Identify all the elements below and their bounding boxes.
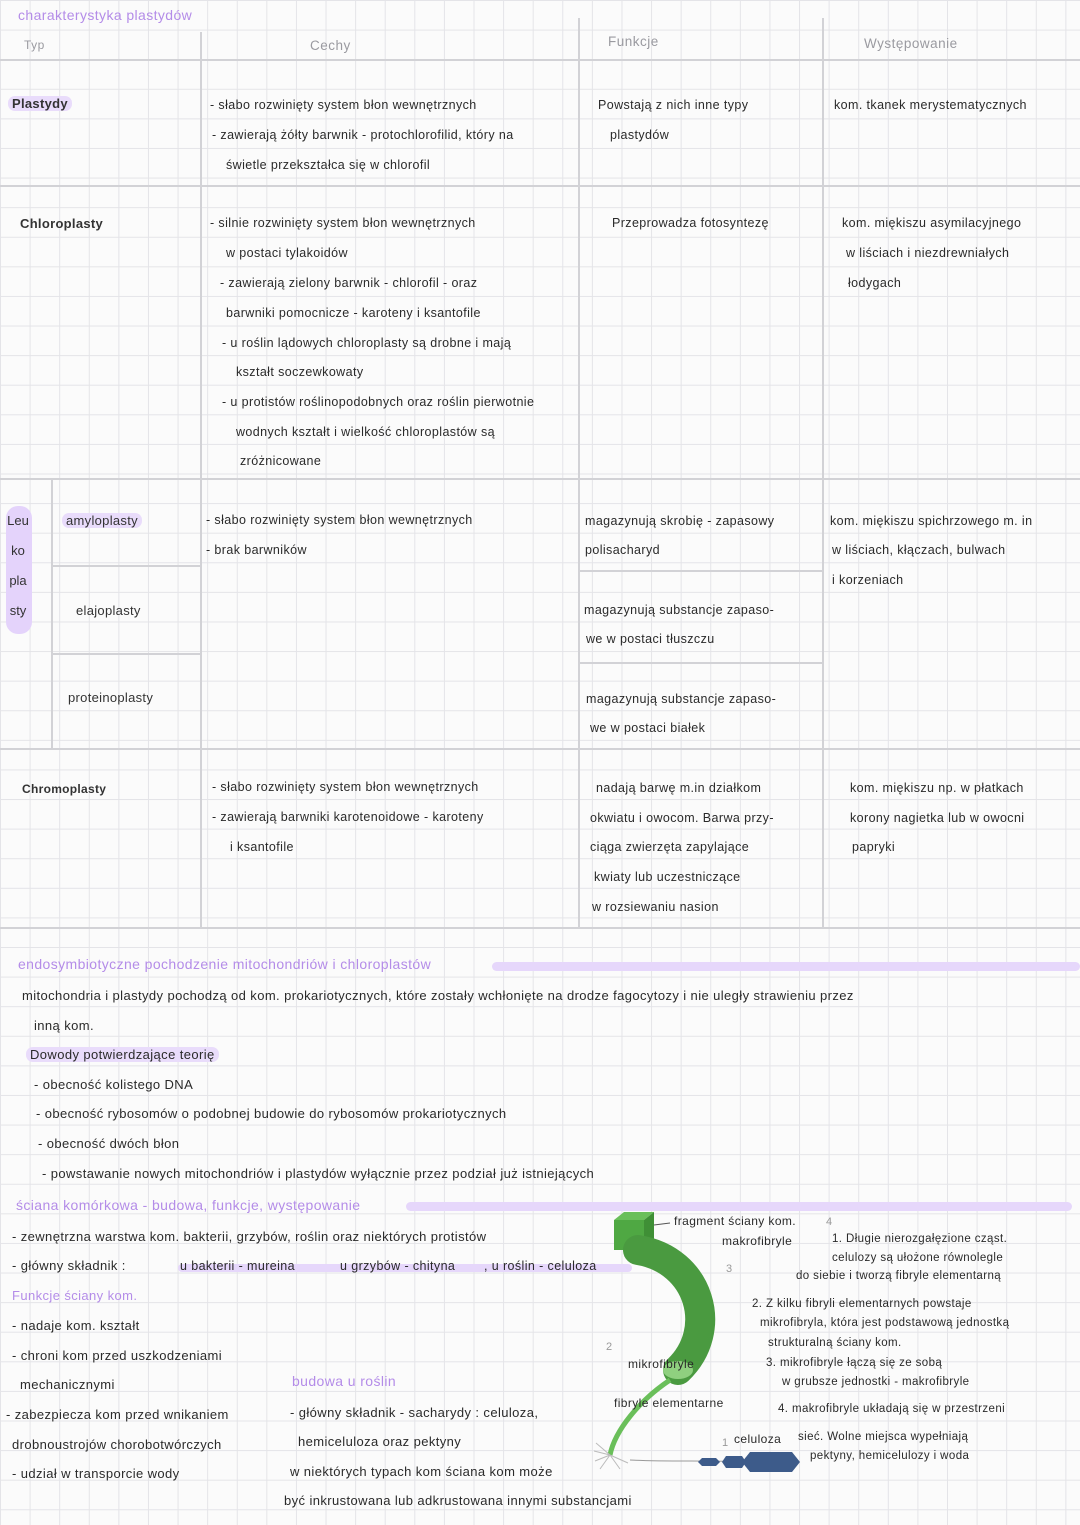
chloro-wyst-2: w liściach i niezdrewniałych: [846, 246, 1010, 260]
label-fragment: fragment ściany kom.: [674, 1214, 797, 1228]
chromo-wyst-2: korony nagietka lub w owocni: [850, 811, 1025, 825]
row-label-elajoplasty: elajoplasty: [76, 603, 141, 618]
chloro-cechy-5: - u roślin lądowych chloroplasty są drobne i mają: [222, 336, 512, 350]
leukoplasty-label-4: sty: [9, 603, 27, 618]
funkcje-heading: Funkcje ściany kom.: [12, 1288, 138, 1303]
elajo-funkcje-2: we w postaci tłuszczu: [586, 632, 715, 646]
subrow-divider: [52, 653, 200, 655]
endosymbioza-text-1: mitochondria i plastydy pochodzą od kom. prokariotycznych, które zostały wchłonięte na drodze fagocytozy i nie uległy strawieniu przez: [22, 988, 854, 1003]
header-typ: Typ: [24, 38, 45, 52]
label-fibryle: fibryle elementarne: [614, 1396, 724, 1410]
note-1-line-1: 1. Długie nierozgałęzione cząst.: [832, 1233, 1008, 1245]
header-wystepowanie: Występowanie: [864, 36, 958, 51]
chromo-funkcje-5: w rozsiewaniu nasion: [592, 900, 719, 914]
plastydy-cechy-1: - słabo rozwinięty system błon wewnętrznych: [210, 98, 477, 112]
chloro-cechy-3: - zawierają zielony barwnik - chlorofil - oraz: [220, 276, 478, 290]
chloro-cechy-4: barwniki pomocnicze - karoteny i ksantofile: [226, 306, 481, 320]
chromo-funkcje-3: ciąga zwierzęta zapylające: [590, 840, 750, 854]
chromo-funkcje-4: kwiaty lub uczestniczące: [594, 870, 741, 884]
page-title: charakterystyka plastydów: [18, 7, 193, 23]
dowod-2: - obecność rybosomów o podobnej budowie do rybosomów prokariotycznych: [36, 1106, 507, 1121]
skladnik-rosliny: , u roślin - celuloza: [484, 1259, 597, 1273]
dowod-3: - obecność dwóch błon: [38, 1136, 180, 1151]
note-3-line-2: w grubsze jednostki - makrofibryle: [782, 1376, 970, 1388]
chromo-wyst-1: kom. miękiszu np. w płatkach: [850, 781, 1024, 795]
leuko-wyst-2: w liściach, kłączach, bulwach: [832, 543, 1006, 557]
chloro-cechy-2: w postaci tylakoidów: [226, 246, 348, 260]
row-label-amyloplasty: amyloplasty: [62, 513, 142, 528]
sciana-line-1: - zewnętrzna warstwa kom. bakterii, grzybów, roślin oraz niektórych protistów: [12, 1229, 487, 1244]
note-2-line-1: 2. Z kilku fibryli elementarnych powstaje: [752, 1298, 972, 1310]
endosymbioza-text-2: inną kom.: [34, 1018, 94, 1033]
row-label-chloroplasty: Chloroplasty: [20, 216, 104, 231]
chromo-cechy-2: - zawierają barwniki karotenoidowe - karoteny: [212, 810, 484, 824]
budowa-3: w niektórych typach kom ściana kom może: [290, 1464, 553, 1479]
plastydy-cechy-3: świetle przekształca się w chlorofil: [226, 158, 431, 172]
note-3-line-1: 3. mikrofibryle łączą się ze sobą: [766, 1357, 943, 1369]
funkcja-4: - zabezpiecza kom przed wnikaniem: [6, 1407, 229, 1422]
leuko-cechy-2: - brak barwników: [206, 543, 307, 557]
plastydy-funkcje-1: Powstają z nich inne typy: [598, 98, 749, 112]
protein-funkcje-1: magazynują substancje zapaso-: [586, 692, 777, 706]
amylo-funkcje-1: magazynują skrobię - zapasowy: [585, 514, 775, 528]
note-2-line-2: mikrofibryla, która jest podstawową jednostką: [760, 1317, 1010, 1329]
chloro-cechy-7: - u protistów roślinopodobnych oraz roślin pierwotnie: [222, 395, 535, 409]
header-cechy: Cechy: [310, 38, 351, 53]
header-funkcje: Funkcje: [608, 34, 659, 49]
protein-funkcje-2: we w postaci białek: [590, 721, 706, 735]
number-2: 2: [606, 1341, 613, 1353]
chloro-wyst-1: kom. miękiszu asymilacyjnego: [842, 216, 1022, 230]
skladnik-bakterie: u bakterii - mureina: [180, 1259, 295, 1273]
note-4-line-3: pektyny, hemicelulozy i woda: [810, 1450, 970, 1462]
row-divider: [0, 748, 1080, 750]
label-mikrofibryle: mikrofibryle: [628, 1357, 695, 1371]
chloro-cechy-6: kształt soczewkowaty: [236, 365, 364, 379]
row-label-proteinoplasty: proteinoplasty: [68, 690, 154, 705]
note-4-line-2: sieć. Wolne miejsca wypełniają: [798, 1431, 969, 1443]
plastydy-wyst-1: kom. tkanek merystematycznych: [834, 98, 1027, 112]
chromo-cechy-1: - słabo rozwinięty system błon wewnętrznych: [212, 780, 479, 794]
row-divider: [0, 478, 1080, 480]
funkcja-3: mechanicznymi: [20, 1377, 115, 1392]
amylo-funkcje-2: polisacharyd: [585, 543, 660, 557]
col-divider: [822, 18, 824, 928]
budowa-1: - główny składnik - sacharydy : celuloza,: [290, 1405, 539, 1420]
microfibril-icon: [610, 1380, 670, 1455]
chloro-cechy-1: - silnie rozwinięty system błon wewnętrznych: [210, 216, 476, 230]
row-divider: [0, 185, 1080, 187]
leukoplasty-label-2: ko: [11, 543, 25, 558]
col-divider: [51, 478, 53, 748]
chromo-funkcje-2: okwiatu i owocom. Barwa przy-: [590, 811, 774, 825]
label-celuloza: celuloza: [734, 1432, 782, 1446]
leukoplasty-label-3: pla: [9, 573, 27, 588]
row-divider: [0, 927, 1080, 929]
note-1-line-3: do siebie i tworzą fibryle elementarną: [796, 1270, 1002, 1282]
number-1: 1: [722, 1437, 729, 1449]
leuko-wyst-3: i korzeniach: [832, 573, 904, 587]
row-label-chromoplasty: Chromoplasty: [22, 782, 107, 796]
note-2-line-3: strukturalną ściany kom.: [768, 1337, 902, 1349]
budowa-4: być inkrustowana lub adkrustowana innymi substancjami: [284, 1493, 632, 1508]
subrow-divider: [579, 570, 823, 572]
cellulose-chain-icon: [742, 1452, 800, 1472]
plastydy-funkcje-2: plastydów: [610, 128, 670, 142]
sciana-line-2: - główny składnik :: [12, 1258, 126, 1273]
funkcja-5: drobnoustrojów chorobotwórczych: [12, 1437, 222, 1452]
subrow-divider: [52, 565, 200, 567]
leuko-wyst-1: kom. miękiszu spichrzowego m. in: [830, 514, 1033, 528]
budowa-heading: budowa u roślin: [292, 1373, 397, 1389]
dowody-heading: Dowody potwierdzające teorię: [26, 1047, 219, 1062]
funkcja-2: - chroni kom przed uszkodzeniami: [12, 1348, 223, 1363]
note-4-line-1: 4. makrofibryle układają się w przestrzeni: [778, 1403, 1006, 1415]
leuko-cechy-1: - słabo rozwinięty system błon wewnętrznych: [206, 513, 473, 527]
subrow-divider: [579, 662, 823, 664]
chromo-cechy-3: i ksantofile: [230, 840, 294, 854]
section-band: [492, 962, 1080, 971]
row-label-plastydy: Plastydy: [8, 96, 72, 111]
note-1-line-2: celulozy są ułożone równolegle: [832, 1252, 1004, 1264]
table-header-line: [0, 59, 1080, 61]
skladnik-grzyby: u grzybów - chityna: [340, 1259, 456, 1273]
dowod-1: - obecność kolistego DNA: [34, 1077, 194, 1092]
sciana-heading: ściana komórkowa - budowa, funkcje, występowanie: [16, 1197, 361, 1213]
plastydy-cechy-2: - zawierają żółty barwnik - protochlorofilid, który na: [212, 128, 514, 142]
col-divider: [578, 18, 580, 928]
funkcja-1: - nadaje kom. kształt: [12, 1318, 140, 1333]
number-4: 4: [826, 1216, 833, 1228]
chloro-wyst-3: łodygach: [848, 276, 902, 290]
number-3: 3: [726, 1263, 733, 1275]
chloro-cechy-8: wodnych kształt i wielkość chloroplastów są: [236, 425, 495, 439]
funkcja-6: - udział w transporcie wody: [12, 1466, 180, 1481]
chromo-wyst-3: papryki: [852, 840, 896, 854]
chloro-cechy-9: zróżnicowane: [240, 454, 322, 468]
endosymbioza-heading: endosymbiotyczne pochodzenie mitochondriów i chloroplastów: [18, 956, 432, 972]
leukoplasty-label-1: Leu: [7, 513, 29, 528]
budowa-2: hemiceluloza oraz pektyny: [298, 1434, 462, 1449]
label-makrofibryle: makrofibryle: [722, 1234, 793, 1248]
elajo-funkcje-1: magazynują substancje zapaso-: [584, 603, 775, 617]
chromo-funkcje-1: nadają barwę m.in działkom: [596, 781, 762, 795]
macrofibril-icon: [638, 1250, 700, 1370]
col-divider: [200, 32, 202, 928]
dowod-4: - powstawanie nowych mitochondriów i plastydów wyłącznie przez podział już istniejących: [42, 1166, 595, 1181]
chloro-funkcje-1: Przeprowadza fotosyntezę: [612, 216, 769, 230]
